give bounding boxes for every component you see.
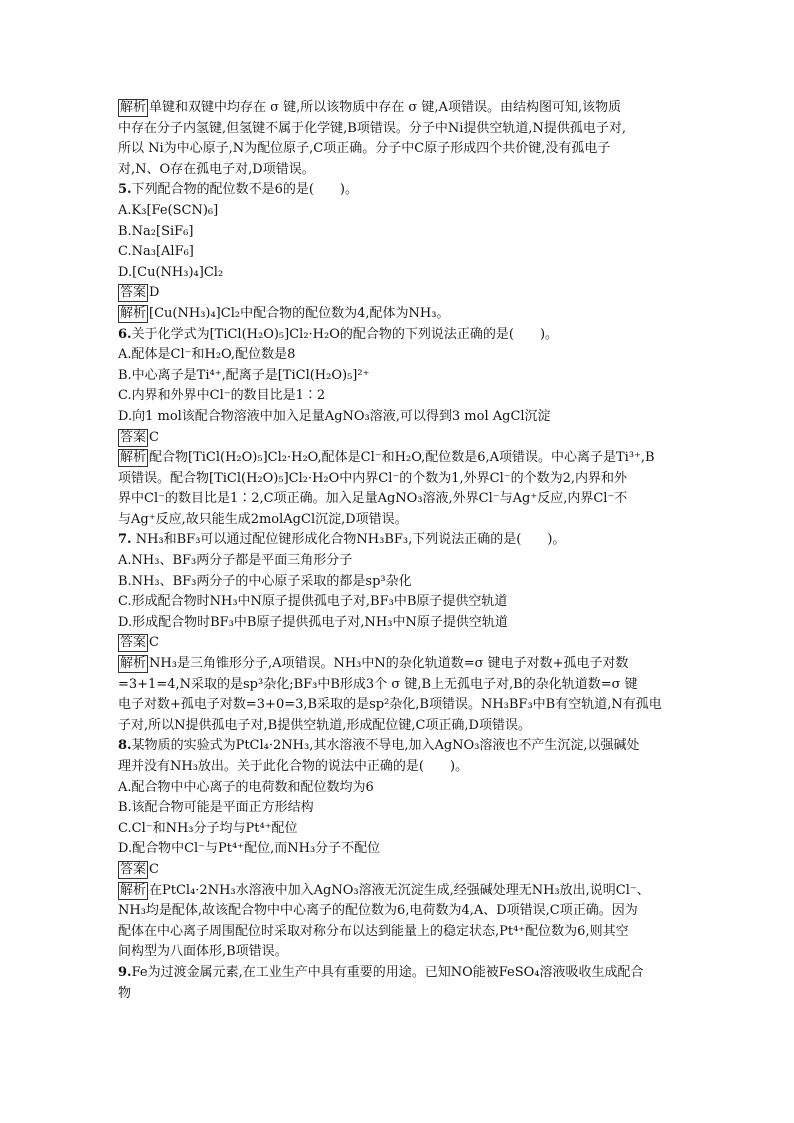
option-b: B.Na₂[SiF₆] [118, 223, 194, 239]
question-number: 9. [118, 964, 132, 980]
option-b: B.NH₃、BF₃两分子的中心原子采取的都是sp³杂化 [118, 573, 412, 589]
analysis-line: 中存在分子内氢键,但氢键不属于化学键,B项错误。分子中Ni提供空轨道,N提供孤电子对, [118, 120, 626, 136]
option-a: A.NH₃、BF₃两分子都是平面三角形分子 [118, 553, 353, 569]
answer-tag: 答案 [120, 429, 147, 445]
analysis-line: 在PtCl₄·2NH₃水溶液中加入AgNO₃溶液无沉淀生成,经强碱处理无NH₃放出,说明Cl⁻、 [149, 882, 650, 898]
option-d: D.[Cu(NH₃)₄]Cl₂ [118, 264, 224, 280]
question-9 [118, 963, 690, 1004]
option-b: B.中心离子是Ti⁴⁺,配离子是[TiCl(H₂O)₅]²⁺ [118, 367, 370, 383]
option-c: C.形成配合物时NH₃中N原子提供孤电子对,BF₃中B原子提供空轨道 [118, 594, 508, 610]
analysis-line: 界中Cl⁻的数目比是1∶2,C项正确。加入足量AgNO₃溶液,外界Cl⁻与Ag⁺反应,内界Cl⁻不 [118, 491, 628, 507]
document-content [118, 98, 690, 1004]
analysis-line: 与Ag⁺反应,故只能生成2molAgCl沉淀,D项错误。 [118, 511, 408, 527]
option-c: C.内界和外界中Cl⁻的数目比是1∶2 [118, 388, 326, 404]
answer-tag: 答案 [120, 635, 147, 651]
analysis-line: 单键和双键中均存在 σ 键,所以该物质中存在 σ 键,A项错误。由结构图可知,该物质 [149, 100, 622, 115]
option-a: A.K₃[Fe(SCN)₆] [118, 202, 219, 218]
option-a: A.配合物中中心离子的电荷数和配位数均为6 [118, 779, 374, 795]
question-stem: 关于化学式为[TiCl(H₂O)₅]Cl₂·H₂O的配合物的下列说法正确的是( )。 [131, 326, 559, 342]
question-number: 5. [118, 182, 132, 198]
analysis-line: 所以 Ni为中心原子,N为配位原子,C项正确。分子中C原子形成四个共价键,没有孤电子 [118, 141, 611, 157]
option-d: D.配合物中Cl⁻与Pt⁴⁺配位,而NH₃分子不配位 [118, 841, 381, 857]
question-stem: 物 [118, 985, 132, 1001]
question-7 [118, 530, 690, 736]
question-stem: NH₃和BF₃可以通过配位键形成化合物NH₃BF₃,下列说法正确的是( )。 [131, 532, 566, 548]
analysis-line: 配体在中心离子周围配位时采取对称分布以达到能量上的稳定状态,Pt⁴⁺配位数为6,则其空 [118, 923, 629, 939]
analysis-line: 电子对数+孤电子对数=3+0=3,B采取的是sp²杂化,B项错误。NH₃BF₃中B有空轨道,N有孤电 [118, 697, 662, 713]
option-a: A.配体是Cl⁻和H₂O,配位数是8 [118, 347, 296, 363]
answer-tag: 答案 [120, 861, 147, 877]
analysis-line: NH₃均是配体,故该配合物中中心离子的配位数为6,电荷数为4,A、D项错误,C项正确。因为 [118, 903, 638, 919]
answer-tag: 答案 [120, 285, 147, 301]
analysis-line: 子对,所以N提供孤电子对,B提供空轨道,形成配位键,C项正确,D项错误。 [118, 717, 531, 733]
question-number: 6. [118, 326, 132, 342]
answer-value: C [149, 429, 159, 445]
question-8 [118, 736, 690, 963]
analysis-tag: 解析 [120, 656, 147, 672]
question-stem: 某物质的实验式为PtCl₄·2NH₃,其水溶液不导电,加入AgNO₃溶液也不产生沉淀,以强碱处 [131, 738, 640, 754]
question-stem: 下列配合物的配位数不是6的是( )。 [131, 182, 358, 198]
option-b: B.该配合物可能是平面正方形结构 [118, 800, 314, 816]
analysis-line: 配合物[TiCl(H₂O)₅]Cl₂·H₂O,配体是Cl⁻和H₂O,配位数是6,A项错误。中心离子是Ti³⁺,B [149, 450, 655, 466]
question-number: 8. [118, 738, 132, 754]
analysis-block-prev [118, 98, 690, 180]
option-d: D.形成配合物时BF₃中B原子提供孤电子对,NH₃中N原子提供空轨道 [118, 614, 508, 630]
option-c: C.Na₃[AlF₆] [118, 244, 194, 260]
analysis-line: 间构型为八面体形,B项错误。 [118, 944, 288, 960]
option-c: C.Cl⁻和NH₃分子均与Pt⁴⁺配位 [118, 820, 298, 836]
analysis-line: [Cu(NH₃)₄]Cl₂中配合物的配位数为4,配体为NH₃。 [149, 305, 450, 321]
question-stem: 理并没有NH₃放出。关于此化合物的说法中正确的是( )。 [118, 759, 469, 774]
analysis-tag: 解析 [120, 882, 147, 898]
analysis-tag: 解析 [120, 100, 147, 115]
answer-value: C [149, 861, 159, 877]
question-stem: Fe为过渡金属元素,在工业生产中具有重要的用途。已知NO能被FeSO₄溶液吸收生成配合 [131, 964, 644, 980]
answer-value: C [149, 635, 159, 651]
question-number: 7. [118, 532, 132, 548]
analysis-tag: 解析 [120, 305, 147, 321]
option-d: D.向1 mol该配合物溶液中加入足量AgNO₃溶液,可以得到3 mol AgCl沉淀 [118, 408, 551, 424]
answer-value: D [149, 285, 160, 301]
question-5 [118, 180, 690, 324]
analysis-line: =3+1=4,N采取的是sp³杂化;BF₃中B形成3个 σ 键,B上无孤电子对,B的杂化轨道数=σ 键 [118, 676, 638, 692]
analysis-line: 项错误。配合物[TiCl(H₂O)₅]Cl₂·H₂O中内界Cl⁻的个数为1,外界Cl⁻的个数为2,内界和外 [118, 470, 628, 486]
analysis-tag: 解析 [120, 450, 147, 466]
question-6 [118, 325, 690, 531]
analysis-line: NH₃是三角锥形分子,A项错误。NH₃中N的杂化轨道数=σ 键电子对数+孤电子对数 [149, 656, 629, 672]
analysis-line: 对,N、O存在孤电子对,D项错误。 [118, 161, 315, 177]
